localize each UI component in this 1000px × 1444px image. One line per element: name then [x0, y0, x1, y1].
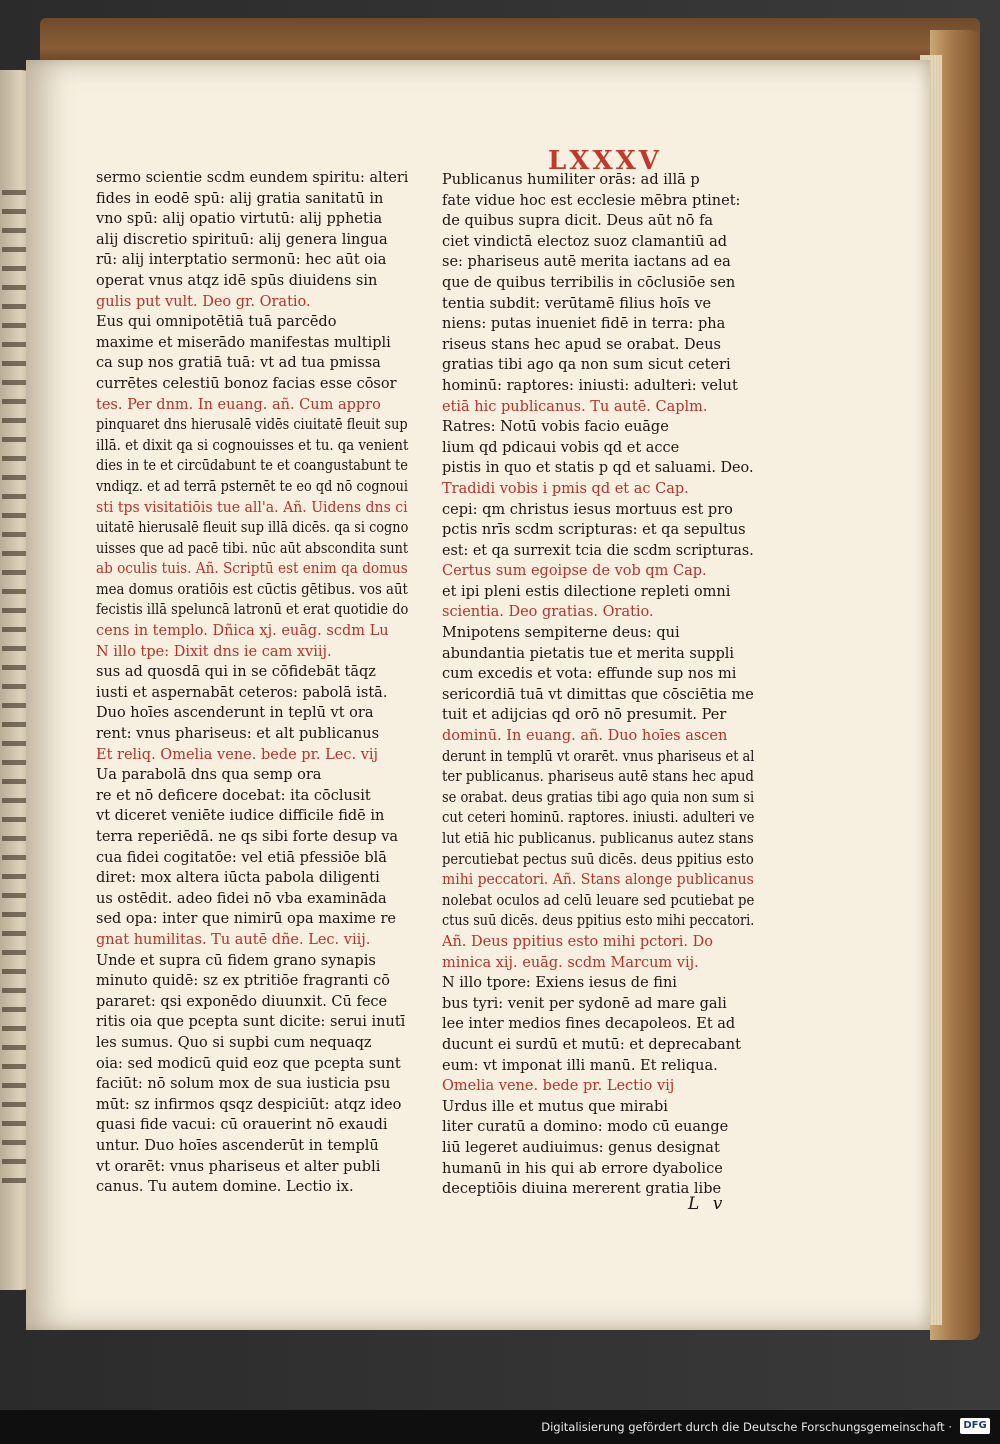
text-line: tes. Per dnm. In euang. añ. Cum appro: [96, 396, 381, 413]
text-line: Publicanus humiliter orās: ad illā p: [442, 172, 700, 188]
text-line: Duo hoīes ascenderunt in teplū vt ora: [96, 705, 374, 722]
text-line: Mnipotens sempiterne deus: qui: [442, 625, 680, 642]
text-line: mea domus oratiōis est cūctis gētibus. vos aūt: [96, 581, 408, 598]
text-line: Añ. Deus ppitius esto mihi pctori. Do: [442, 933, 713, 950]
text-line: cens in templo. Dñica xj. euāg. scdm Lu: [96, 623, 389, 640]
text-line: riseus stans hec apud se orabat. Deus: [442, 336, 721, 353]
text-line: cua fidei cogitatōe: vel etiā pfessiōe blā: [96, 849, 387, 866]
text-line: terra reperiēdā. ne qs sibi forte desup va: [96, 829, 399, 845]
text-line: minuto quidē: sz ex ptritiōe fragranti cō: [96, 973, 391, 990]
text-line: illā. et dixit qa si cognouisses et tu. qa venient: [96, 437, 409, 454]
text-line: mihi peccatori. Añ. Stans alonge publicanus: [442, 872, 754, 889]
text-line: est: et qa surrexit tcia die scdm scripturas.: [442, 542, 754, 559]
text-line: de quibus supra dicit. Deus aūt nō fa: [442, 213, 714, 230]
text-line: uitatē hierusalē fleuit sup illā dicēs. qa si cogno: [96, 520, 409, 537]
text-line: cut ceteri hominū. raptores. iniusti. adulteri ve: [442, 810, 755, 827]
text-line: pctis nrīs scdm scripturas: et qa sepultus: [442, 522, 746, 539]
text-line: us ostēdit. adeo fidei nō vba examināda: [96, 890, 387, 907]
text-line: quasi fide vacui: cū orauerint nō exaudi: [96, 1117, 388, 1134]
text-line: dies in te et circūdabunt te et coangustabunt te: [96, 458, 408, 475]
text-line: liū legeret audiuimus: genus designat: [442, 1139, 720, 1156]
text-line: canus. Tu autem domine. Lectio ix.: [96, 1179, 354, 1196]
text-line: fides in eodē spū: alij gratia sanitatū in: [96, 190, 384, 207]
text-line: currētes celestiū bonoz facias esse cōsor: [96, 375, 397, 392]
text-line: ca sup nos gratiā tuā: vt ad tua pmissa: [96, 355, 381, 372]
text-line: etiā hic publicanus. Tu autē. Caplm.: [442, 398, 708, 415]
text-line: Unde et supra cū fidem grano synapis: [96, 952, 376, 969]
text-line: dominū. In euang. añ. Duo hoīes ascen: [442, 728, 728, 745]
text-line: pararet: qsi exponēdo diuunxit. Cū fece: [96, 993, 388, 1010]
text-line: ritis oia que pcepta sunt dicite: serui inutī: [96, 1014, 406, 1031]
text-line: scientia. Deo gratias. Oratio.: [442, 604, 654, 621]
text-line: fecistis illā speluncā latronū et erat quotidie do: [96, 602, 409, 619]
text-line: deceptiōis diuina mererent gratia libe: [442, 1181, 722, 1198]
text-line: abundantia pietatis tue et merita suppli: [442, 645, 735, 662]
text-line: Ratres: Notū vobis facio euāge: [442, 419, 669, 436]
text-line: Urdus ille et mutus que mirabi: [442, 1098, 668, 1115]
text-line: minica xij. euāg. scdm Marcum vij.: [442, 954, 699, 971]
text-line: vndiqz. et ad terrā psternēt te eo qd nō cognoui: [96, 478, 409, 495]
text-line: rent: vnus phariseus: et alt publicanus: [96, 726, 380, 743]
text-line: vno spū: alij opatio virtutū: alij pphetia: [96, 211, 383, 228]
text-line: cepi: qm christus iesus mortuus est pro: [442, 501, 733, 518]
text-line: lut etiā hic publicanus. publicanus autez stans: [442, 831, 754, 847]
text-line: ter publicanus. phariseus autē stans hec apud: [442, 769, 754, 786]
text-line: ducunt ei surdū et mutū: et deprecabant: [442, 1036, 741, 1053]
text-line: pinquaret dns hierusalē vidēs ciuitatē fleuit sup: [96, 417, 408, 434]
text-line: niens: putas inueniet fidē in terra: pha: [442, 316, 726, 333]
text-line: se: phariseus autē merita iactans ad ea: [442, 254, 731, 271]
text-line: rū: alij interptatio sermonū: hec aūt oia: [96, 252, 387, 269]
text-line: diret: mox altera iūcta pabola diligenti: [96, 870, 380, 887]
text-line: Eus qui omnipotētiā tuā parcēdo: [96, 314, 337, 331]
text-line: uisses que ad pacē tibi. nūc aūt abscondita sunt: [96, 540, 409, 557]
text-line: Tradidi vobis i pmis qd et ac Cap.: [442, 480, 689, 497]
text-line: derunt in templū vt orarēt. vnus phariseus et al: [442, 748, 755, 765]
text-line: vt diceret veniēte iudice difficile fidē in: [96, 808, 385, 825]
text-line: Certus sum egoipse de vob qm Cap.: [442, 563, 707, 580]
signature-mark: L v: [688, 1194, 727, 1214]
text-line: alij discretio spirituū: alij genera lingua: [96, 231, 388, 248]
text-line: pistis in quo et statis p qd et saluami. Deo.: [442, 460, 754, 477]
text-line: lium qd pdicaui vobis qd et acce: [442, 439, 680, 456]
text-line: faciūt: nō solum mox de sua iusticia psu: [96, 1076, 391, 1093]
text-line: mūt: sz infirmos qsqz despiciūt: atqz ideo: [96, 1096, 402, 1113]
text-line: tentia subdit: verūtamē filius hoīs ve: [442, 295, 712, 312]
text-line: bus tyri: venit per sydonē ad mare gali: [442, 995, 727, 1012]
footer-bar: [0, 1410, 1000, 1444]
text-line: se orabat. deus gratias tibi ago quia non sum si: [442, 789, 755, 806]
funding-credit: Digitalisierung gefördert durch die Deutsche Forschungsgemeinschaft ·: [541, 1420, 952, 1434]
text-line: sericordiā tuā vt dimittas que cōsciētia me: [442, 686, 754, 703]
text-line: vt orarēt: vnus phariseus et alter publi: [96, 1158, 381, 1175]
text-line: liter curatū a domino: modo cū euange: [442, 1119, 729, 1136]
text-line: sti tps visitatiōis tue all'a. Añ. Uidens dns ci: [96, 499, 408, 516]
text-line: Ua parabolā dns qua semp ora: [96, 767, 322, 784]
text-line: humanū in his qui ab errore dyabolice: [442, 1160, 723, 1177]
text-line: les sumus. Quo si supbi cum nequaqz: [96, 1034, 372, 1051]
text-line: N illo tpe: Dixit dns ie cam xviij.: [96, 643, 332, 660]
text-line: ciet vindictā electoz suoz clamantiū ad: [442, 233, 728, 250]
text-line: que de quibus terribilis in cōclusiōe sen: [442, 274, 736, 291]
text-line: gulis put vult. Deo gr. Oratio.: [96, 293, 311, 310]
text-line: nolebat oculos ad celū leuare sed pcutiebat pe: [442, 892, 755, 909]
text-line: Omelia vene. bede pr. Lectio vij: [442, 1078, 675, 1095]
text-line: iusti et aspernabāt ceteros: pabolā istā.: [96, 684, 388, 701]
text-line: sus ad quosdā qui in se cōfidebāt tāqz: [96, 664, 376, 681]
text-line: lee inter medios fines decapoleos. Et ad: [442, 1016, 736, 1033]
text-line: ctus suū dicēs. deus ppitius esto mihi peccatori.: [442, 913, 755, 930]
text-line: re et nō deficere docebat: ita cōclusit: [96, 787, 371, 804]
text-line: eum: vt imponat illi manū. Et reliqua.: [442, 1057, 718, 1074]
text-line: percutiebat pectus suū dicēs. deus ppitius esto: [442, 851, 754, 868]
text-line: tuit et adijcias qd orō nō presumit. Per: [442, 707, 727, 724]
text-line: et ipi pleni estis dilectione repleti omni: [442, 583, 731, 600]
text-line: fate vidue hoc est ecclesie mēbra ptinet:: [442, 192, 741, 209]
text-line: ab oculis tuis. Añ. Scriptū est enim qa domus: [96, 561, 408, 578]
text-line: oia: sed modicū quid eoz que pcepta sunt: [96, 1055, 401, 1072]
dfg-logo: DFG: [960, 1418, 990, 1434]
text-line: hominū: raptores: iniusti: adulteri: velut: [442, 377, 738, 394]
text-column-right: [442, 170, 754, 1200]
text-line: N illo tpore: Exiens iesus de fini: [442, 975, 677, 992]
text-line: untur. Duo hoīes ascenderūt in templū: [96, 1137, 379, 1154]
text-column-left: [96, 168, 408, 1198]
text-line: gratias tibi ago qa non sum sicut ceteri: [442, 357, 731, 374]
text-line: Et reliq. Omelia vene. bede pr. Lec. vij: [96, 746, 379, 763]
text-line: cum excedis et vota: effunde sup nos mi: [442, 666, 737, 683]
text-line: operat vnus atqz idē spūs diuidens sin: [96, 272, 378, 289]
text-line: sed opa: inter que nimirū opa maxime re: [96, 911, 396, 928]
text-line: maxime et miserādo manifestas multipli: [96, 334, 391, 351]
text-line: gnat humilitas. Tu autē dñe. Lec. viij.: [96, 931, 371, 948]
text-line: sermo scientie scdm eundem spiritu: alteri: [96, 170, 409, 186]
folio-number: LXXXV: [548, 146, 662, 176]
